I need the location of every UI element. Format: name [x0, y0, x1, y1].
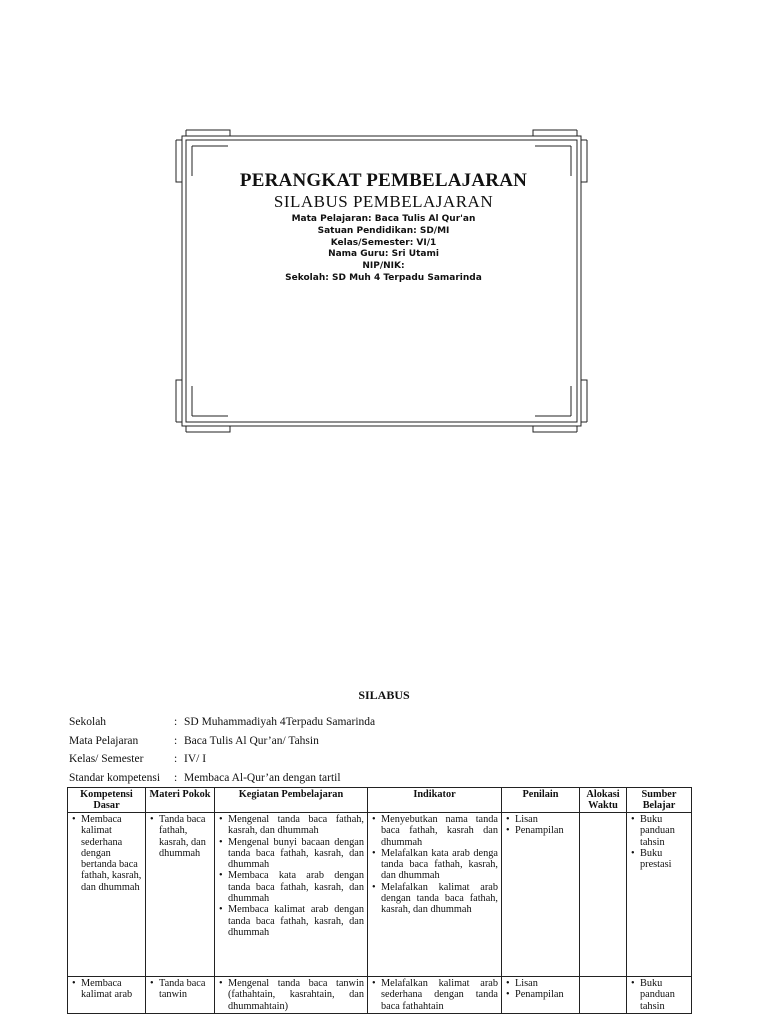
sumber-cell [627, 977, 692, 1014]
alokasi-cell [580, 977, 627, 1014]
list-item: • Melafalkan kalimat arab sederhana dengan tanda baca fathahtain [381, 978, 498, 1012]
list-item: • Penampilan [515, 989, 576, 1000]
kompetensi-cell [68, 977, 146, 1014]
info-value: IV/ I [184, 753, 207, 765]
indikator-cell [368, 977, 502, 1014]
list-item: • Membaca kalimat arab [81, 978, 142, 1001]
column-header: Kompetensi Dasar [68, 788, 146, 813]
column-header: Sumber Belajar [627, 788, 692, 813]
info-value: SD Muhammadiyah 4Terpadu Samarinda [184, 716, 376, 728]
list-item: • Membaca kata arab dengan tanda baca fathah, kasrah, dan dhummah [228, 870, 364, 904]
materi-cell [146, 813, 215, 977]
info-colon: : [174, 734, 178, 747]
kegiatan-cell [215, 813, 368, 977]
info-label: Sekolah [69, 716, 107, 728]
silabus-heading: SILABUS [358, 688, 410, 702]
column-header: Alokasi Waktu [580, 788, 627, 813]
cover-line-sekolah: Sekolah: SD Muh 4 Terpadu Samarinda [285, 272, 482, 283]
list-item: • Tanda baca fathah, kasrah, dan dhummah [159, 814, 211, 859]
table-row [68, 977, 692, 1014]
list-item: • Menyebutkan nama tanda baca fathah, kasrah dan dhummah [381, 814, 498, 848]
silabus-table [67, 787, 692, 1014]
table-header-row [68, 788, 692, 813]
indikator-cell [368, 813, 502, 977]
list-item: • Melafalkan kalimat arab dengan tanda baca fathah, kasrah, dan dhummah [381, 882, 498, 916]
list-item: • Membaca kalimat arab dengan tanda baca fathah, kasrah, dan dhummah [228, 904, 364, 938]
column-header: Indikator [368, 788, 502, 813]
cover-line-nip: NIP/NIK: [362, 261, 405, 272]
info-colon: : [174, 716, 178, 728]
kompetensi-cell [68, 813, 146, 977]
list-item: • Mengenal tanda baca fathah, kasrah, dan dhummah [228, 814, 364, 837]
cover-line-satuan: Satuan Pendidikan: SD/MI [317, 225, 450, 236]
list-item: • Membaca kalimat sederhana dengan bertanda baca fathah, kasrah, dan dhummah [81, 814, 142, 893]
info-row [69, 750, 375, 769]
info-row [69, 713, 375, 732]
cover-line-kelas: Kelas/Semester: VI/1 [330, 237, 437, 248]
list-item: • Melafalkan kata arab denga tanda baca fathah, kasrah, dan dhummah [381, 848, 498, 882]
alokasi-cell [580, 813, 627, 977]
list-item: • Lisan [515, 814, 576, 825]
table-row [68, 813, 692, 977]
cover-subtitle: SILABUS PEMBELAJARAN [273, 192, 494, 211]
list-item: • Lisan [515, 978, 576, 989]
penilaian-cell [502, 977, 580, 1014]
cover-title: PERANGKAT PEMBELAJARAN [239, 170, 528, 191]
info-row [69, 732, 375, 751]
column-header: Penilain [502, 788, 580, 813]
column-header: Materi Pokok [146, 788, 215, 813]
silabus-info [69, 713, 375, 787]
penilaian-cell [502, 813, 580, 977]
cover-meta [176, 214, 591, 285]
cover-line-mapel: Mata Pelajaran: Baca Tulis Al Qur'an [291, 214, 476, 224]
info-value: Baca Tulis Al Qur’an/ Tahsin [184, 734, 319, 747]
info-label: Kelas/ Semester [69, 753, 144, 765]
info-value: Membaca Al-Qur’an dengan tartil [184, 771, 341, 784]
list-item: • Mengenal tanda baca tanwin (fathahtain, kasrahtain, dan dhummahtain) [228, 978, 364, 1012]
info-colon: : [174, 753, 178, 765]
list-item: • Mengenal bunyi bacaan dengan tanda baca fathah, kasrah, dan dhummah [228, 837, 364, 871]
info-row [69, 769, 375, 788]
cover-line-guru: Nama Guru: Sri Utami [328, 249, 439, 260]
sumber-cell [627, 813, 692, 977]
list-item: • Tanda baca tanwin [159, 978, 211, 1001]
list-item: • Buku panduan tahsin [640, 814, 688, 848]
cover-text [176, 170, 591, 285]
list-item: • Buku prestasi [640, 848, 688, 871]
materi-cell [146, 977, 215, 1014]
info-label: Mata Pelajaran [69, 734, 139, 747]
list-item: • Penampilan [515, 825, 576, 836]
kegiatan-cell [215, 977, 368, 1014]
column-header: Kegiatan Pembelajaran [215, 788, 368, 813]
info-label: Standar kompetensi [69, 771, 161, 784]
list-item: • Buku panduan tahsin [640, 978, 688, 1012]
info-colon: : [174, 771, 178, 784]
